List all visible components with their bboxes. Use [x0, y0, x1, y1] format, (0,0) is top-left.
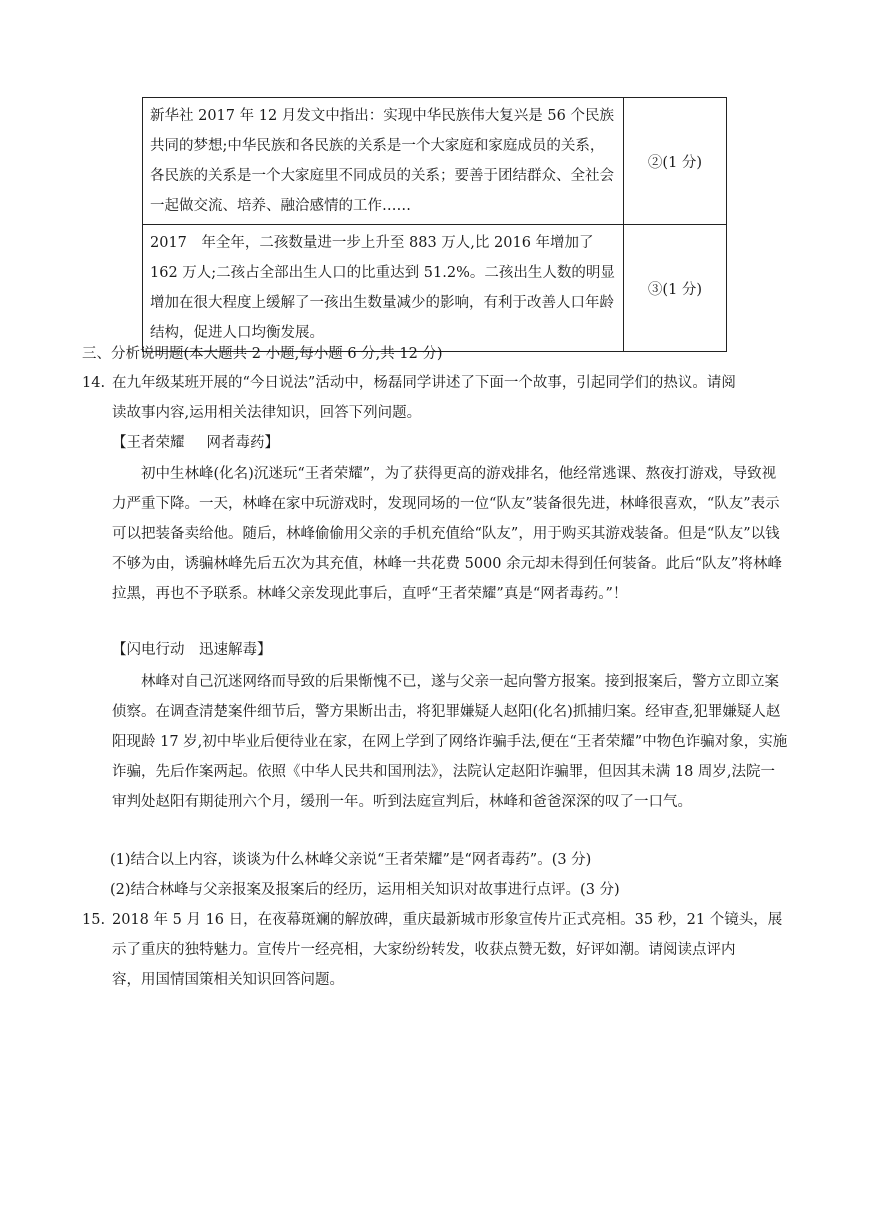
table-cell-content: 2017 年全年，二孩数量进一步上升至 883 万人,比 2016 年增加了 162 万人;二孩占全部出生人口的比重达到 51.2%。二孩出生人数的明显增加在很大程度上缓解了一孩出生数量减少的影响，有利于改善人口年龄结构，促进人口均衡发展。: [143, 225, 624, 352]
q14-sub-question-1: (1)结合以上内容，谈谈为什么林峰父亲说“王者荣耀”是“网者毒药”。(3 分): [110, 852, 592, 868]
table-row: [143, 98, 727, 225]
q14-heading1-part-b: 网者毒药】: [206, 435, 279, 451]
table-cell-mark: ③(1 分): [624, 225, 727, 352]
table-cell-mark: ②(1 分): [624, 98, 727, 225]
q14-number: 14.: [82, 375, 106, 391]
q14-sub-question-2: (2)结合林峰与父亲报案及报案后的经历，运用相关知识对故事进行点评。(3 分): [110, 882, 620, 898]
q14-heading1: [112, 428, 279, 458]
info-table: [142, 97, 727, 352]
section-title: 三、分析说明题(本大题共 2 小题,每小题 6 分,共 12 分): [82, 346, 443, 362]
q15-line3: 容，用国情国策相关知识回答问题。: [112, 972, 344, 988]
q14-heading1-part-a: 【王者荣耀: [112, 435, 185, 451]
q14-story1: 初中生林峰(化名)沉迷玩“王者荣耀”，为了获得更高的游戏排名，他经常逃课、熬夜打游戏，导致视力严重下降。一天，林峰在家中玩游戏时，发现同场的一位“队友”装备很先进，林峰很喜欢，“队友”表示可以把装备卖给他。随后，林峰偷偷用父亲的手机充值给“队友”，用于购买其游戏装备。但是“队友”以钱不够为由，诱骗林峰先后五次为其充值，林峰一共花费 5000 余元却未得到任何装备。此后“队友”将林峰拉黑，再也不予联系。林峰父亲发现此事后，直呼“王者荣耀”真是“网者毒药。”！: [112, 466, 782, 602]
table-row: [143, 225, 727, 352]
q14-story2: 林峰对自己沉迷网络而导致的后果惭愧不已，遂与父亲一起向警方报案。接到报案后，警方立即立案侦察。在调查清楚案件细节后，警方果断出击，将犯罪嫌疑人赵阳(化名)抓捕归案。经审查,犯罪嫌疑人赵阳现龄 17 岁,初中毕业后便待业在家，在网上学到了网络诈骗手法,便在“王者荣耀”中物色诈骗对象，实施诈骗，先后作案两起。依照《中华人民共和国刑法》，法院认定赵阳诈骗罪，但因其未满 18 周岁,法院一审判处赵阳有期徒刑六个月，缓刑一年。听到法庭宣判后，林峰和爸爸深深的叹了一口气。: [112, 674, 788, 810]
q15-number: 15.: [82, 912, 106, 928]
q14-intro-line2: 读故事内容,运用相关法律知识，回答下列问题。: [112, 405, 422, 421]
q15-line2: 示了重庆的独特魅力。宣传片一经亮相，大家纷纷转发，收获点赞无数，好评如潮。请阅读点评内: [112, 942, 736, 958]
q15-line1: 2018 年 5 月 16 日，在夜幕斑斓的解放碑，重庆最新城市形象宣传片正式亮相。35 秒，21 个镜头，展: [112, 912, 783, 928]
q14-heading2: 【闪电行动 迅速解毒】: [112, 642, 272, 658]
q14-intro-line1: 在九年级某班开展的“今日说法”活动中，杨磊同学讲述了下面一个故事，引起同学们的热议。请阅: [112, 375, 736, 391]
table-cell-content: 新华社 2017 年 12 月发文中指出：实现中华民族伟大复兴是 56 个民族共同的梦想;中华民族和各民族的关系是一个大家庭和家庭成员的关系，各民族的关系是一个大家庭里不同成员的关系；要善于团结群众、全社会一起做交流、培养、融洽感情的工作……: [143, 98, 624, 225]
